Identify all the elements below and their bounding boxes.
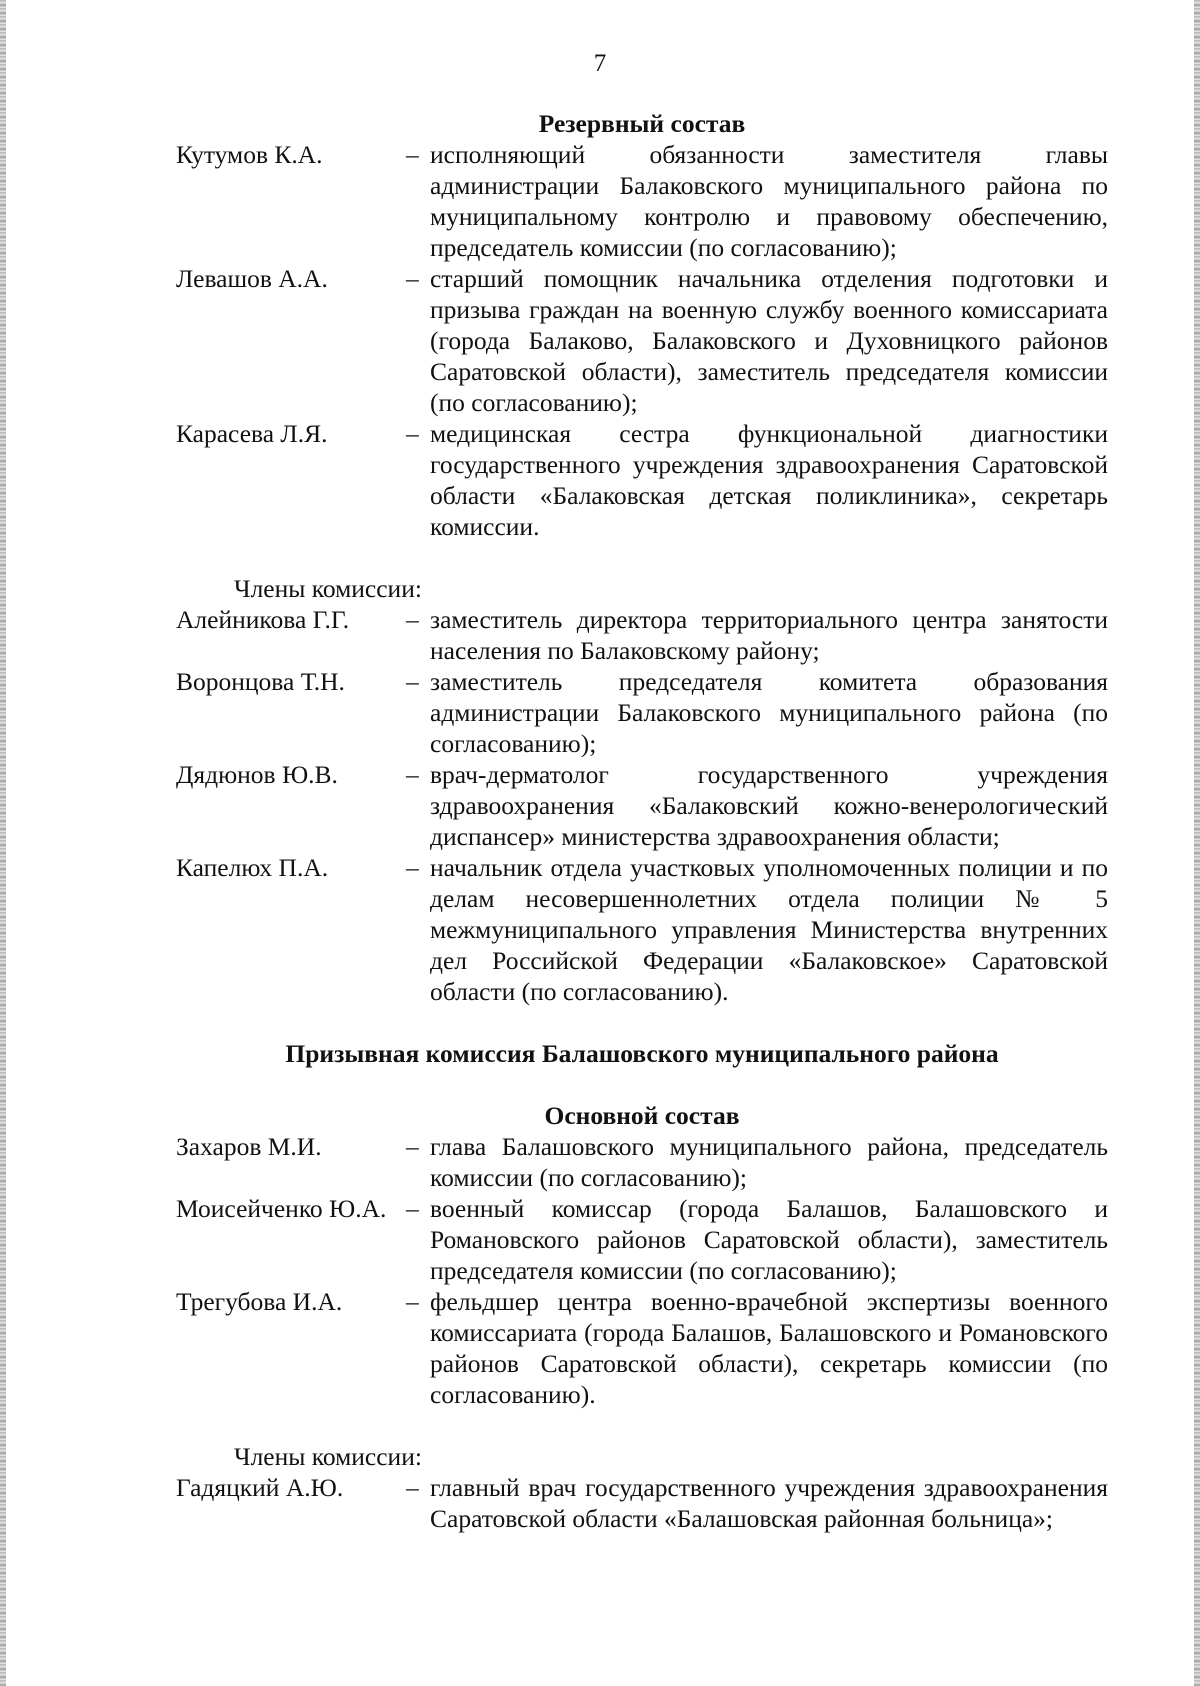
dash: – — [406, 419, 419, 448]
member-description: заместитель председателя комитета образования администрации Балаковского муниципального района (по согласованию); — [430, 667, 1108, 758]
dash: – — [406, 140, 419, 169]
dash: – — [406, 667, 419, 696]
member-entry — [176, 852, 1108, 1007]
member-name: Кутумов К.А. — [176, 140, 323, 169]
member-name: Дядюнов Ю.В. — [176, 760, 338, 789]
scan-edge-left — [0, 0, 6, 1686]
group-heading-main: Основной состав — [544, 1101, 740, 1130]
dash: – — [406, 1132, 419, 1161]
dash: – — [406, 264, 419, 293]
member-entry — [176, 263, 1108, 418]
member-name: Захаров М.И. — [176, 1132, 322, 1161]
member-description: исполняющий обязанности заместителя главы администрации Балаковского муниципального района по муниципальному контролю и правовому обеспечению, председатель комиссии (по согласованию); — [430, 140, 1108, 262]
member-entry — [176, 1193, 1108, 1286]
member-entry — [176, 139, 1108, 263]
member-entry — [176, 1472, 1108, 1534]
member-entry — [176, 418, 1108, 542]
member-entry — [176, 604, 1108, 666]
member-name: Левашов А.А. — [176, 264, 328, 293]
dash: – — [406, 1473, 419, 1502]
document-body — [176, 108, 1108, 1534]
member-description: медицинская сестра функциональной диагностики государственного учреждения здравоохранения Саратовской области «Балаковская детская поликлиника», секретарь комиссии. — [430, 419, 1108, 541]
section-heading-balashov: Призывная комиссия Балашовского муниципального района — [285, 1039, 999, 1068]
member-description: глава Балашовского муниципального района, председатель комиссии (по согласованию); — [430, 1132, 1108, 1192]
member-entry — [176, 666, 1108, 759]
member-name: Воронцова Т.Н. — [176, 667, 345, 696]
member-name: Карасева Л.Я. — [176, 419, 328, 448]
dash: – — [406, 760, 419, 789]
member-name: Алейникова Г.Г. — [176, 605, 350, 634]
member-name: Моисейченко Ю.А. — [176, 1194, 387, 1223]
member-entry — [176, 1286, 1108, 1410]
member-name: Гадяцкий А.Ю. — [176, 1473, 344, 1502]
scan-edge-right — [1194, 0, 1200, 1686]
member-description: заместитель директора территориального центра занятости населения по Балаковскому району; — [430, 605, 1108, 665]
members-subheading: Члены комиссии: — [234, 574, 422, 603]
members-subheading: Члены комиссии: — [234, 1442, 422, 1471]
member-entry — [176, 1131, 1108, 1193]
group-heading-reserve: Резервный состав — [538, 109, 746, 138]
dash: – — [406, 853, 419, 882]
member-entry — [176, 759, 1108, 852]
page-number: 7 — [593, 50, 607, 77]
member-name: Капелюх П.А. — [176, 853, 329, 882]
member-description: военный комиссар (города Балашов, Балашовского и Романовского районов Саратовской области), заместитель председателя комиссии (по согласованию); — [430, 1194, 1108, 1285]
dash: – — [406, 605, 419, 634]
member-description: фельдшер центра военно-врачебной экспертизы военного комиссариата (города Балашов, Балашовского и Романовского районов Саратовской области), секретарь комиссии (по согласованию). — [430, 1287, 1108, 1409]
member-description: главный врач государственного учреждения здравоохранения Саратовской области «Балашовская районная больница»; — [430, 1473, 1108, 1533]
member-description: начальник отдела участковых уполномоченных полиции и по делам несовершеннолетних отдела полиции № 5 межмуниципального управления Министерства внутренних дел Российской Федерации «Балаковское» Саратовской области (по согласованию). — [430, 853, 1108, 1006]
dash: – — [406, 1287, 419, 1316]
dash: – — [406, 1194, 419, 1223]
member-name: Трегубова И.А. — [176, 1287, 343, 1316]
member-description: старший помощник начальника отделения подготовки и призыва граждан на военную службу военного комиссариата (города Балаково, Балаковского и Духовницкого районов Саратовской области), заместитель председателя комиссии (по согласованию); — [430, 264, 1108, 417]
member-description: врач-дерматолог государственного учреждения здравоохранения «Балаковский кожно-венерологический диспансер» министерства здравоохранения области; — [430, 760, 1108, 851]
